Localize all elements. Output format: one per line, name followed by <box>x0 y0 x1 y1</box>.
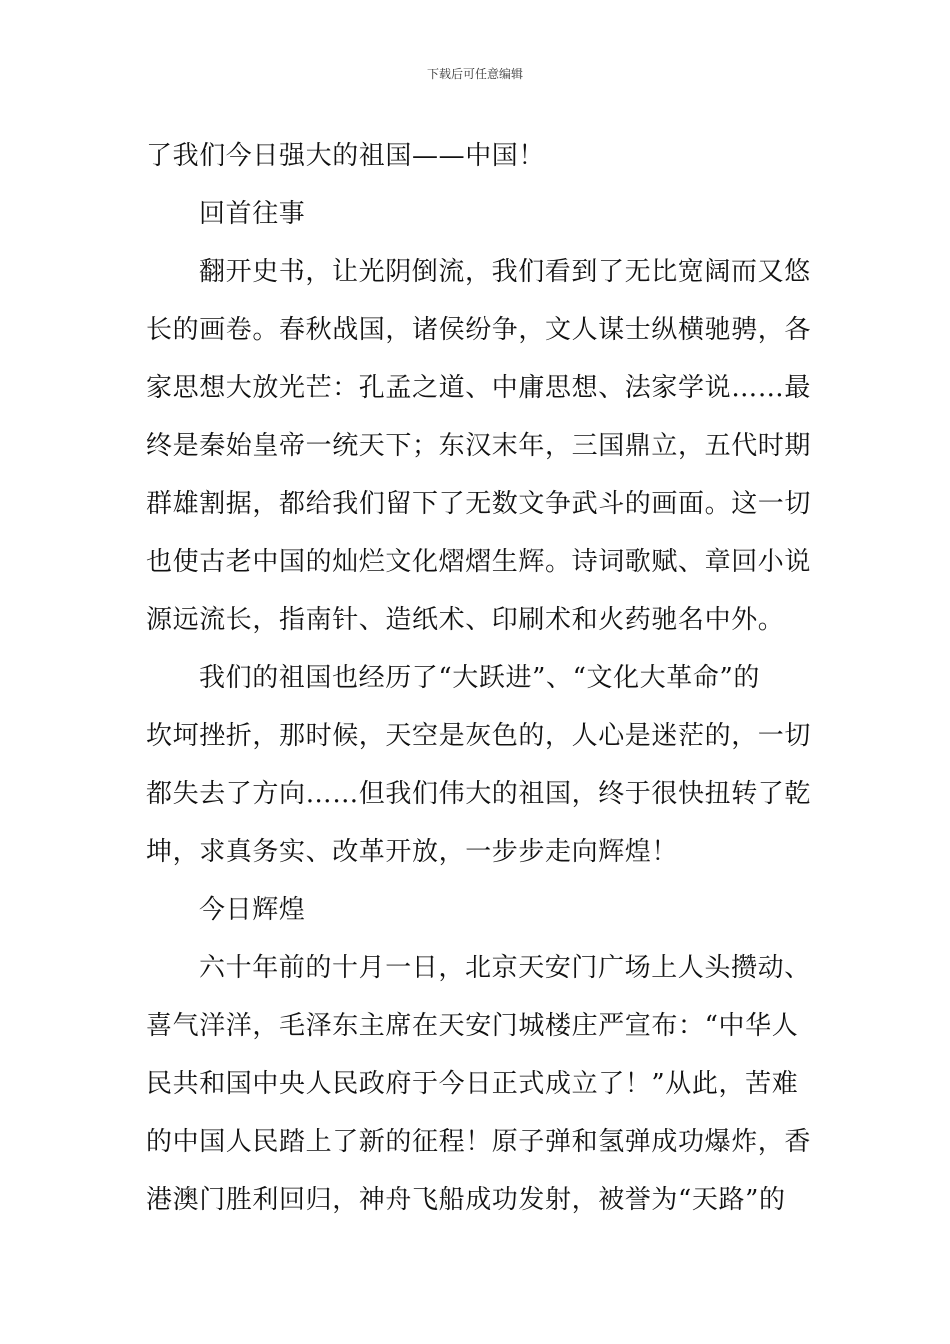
text-line: 家思想大放光芒：孔孟之道、中庸思想、法家学说……最 <box>146 373 812 403</box>
section-heading: 今日辉煌 <box>199 895 306 925</box>
text-line: 也使古老中国的灿烂文化熠熠生辉。诗词歌赋、章回小说 <box>146 547 812 577</box>
text-line: 我们的祖国也经历了“大跃进”、“文化大革命”的 <box>199 663 760 693</box>
text-line: 长的画卷。春秋战国，诸侯纷争，文人谋士纵横驰骋，各 <box>146 315 812 345</box>
text-line: 坎坷挫折，那时候，天空是灰色的，人心是迷茫的，一切 <box>146 721 812 751</box>
text-line: 终是秦始皇帝一统天下；东汉末年，三国鼎立，五代时期 <box>146 431 812 461</box>
text-line: 坤，求真务实、改革开放，一步步走向辉煌！ <box>146 837 679 867</box>
text-line: 民共和国中央人民政府于今日正式成立了！”从此，苦难 <box>146 1069 799 1099</box>
text-line: 港澳门胜利回归，神舟飞船成功发射，被誉为“天路”的 <box>146 1185 786 1215</box>
text-line: 的中国人民踏上了新的征程！原子弹和氢弹成功爆炸，香 <box>146 1127 812 1157</box>
text-line: 群雄割据，都给我们留下了无数文争武斗的画面。这一切 <box>146 489 812 519</box>
text-line: 翻开史书，让光阴倒流，我们看到了无比宽阔而又悠 <box>199 257 811 287</box>
text-line: 都失去了方向……但我们伟大的祖国，终于很快扭转了乾 <box>146 779 812 809</box>
document-body <box>146 127 812 1229</box>
page-header: 下载后可任意编辑 <box>426 67 523 81</box>
text-line: 六十年前的十月一日，北京天安门广场上人头攒动、 <box>199 953 811 983</box>
text-line: 喜气洋洋，毛泽东主席在天安门城楼庄严宣布：“中华人 <box>146 1011 799 1041</box>
text-line: 源远流长，指南针、造纸术、印刷术和火药驰名中外。 <box>146 605 785 635</box>
text-line: 了我们今日强大的祖国——中国！ <box>146 141 546 171</box>
section-heading: 回首往事 <box>199 199 306 229</box>
